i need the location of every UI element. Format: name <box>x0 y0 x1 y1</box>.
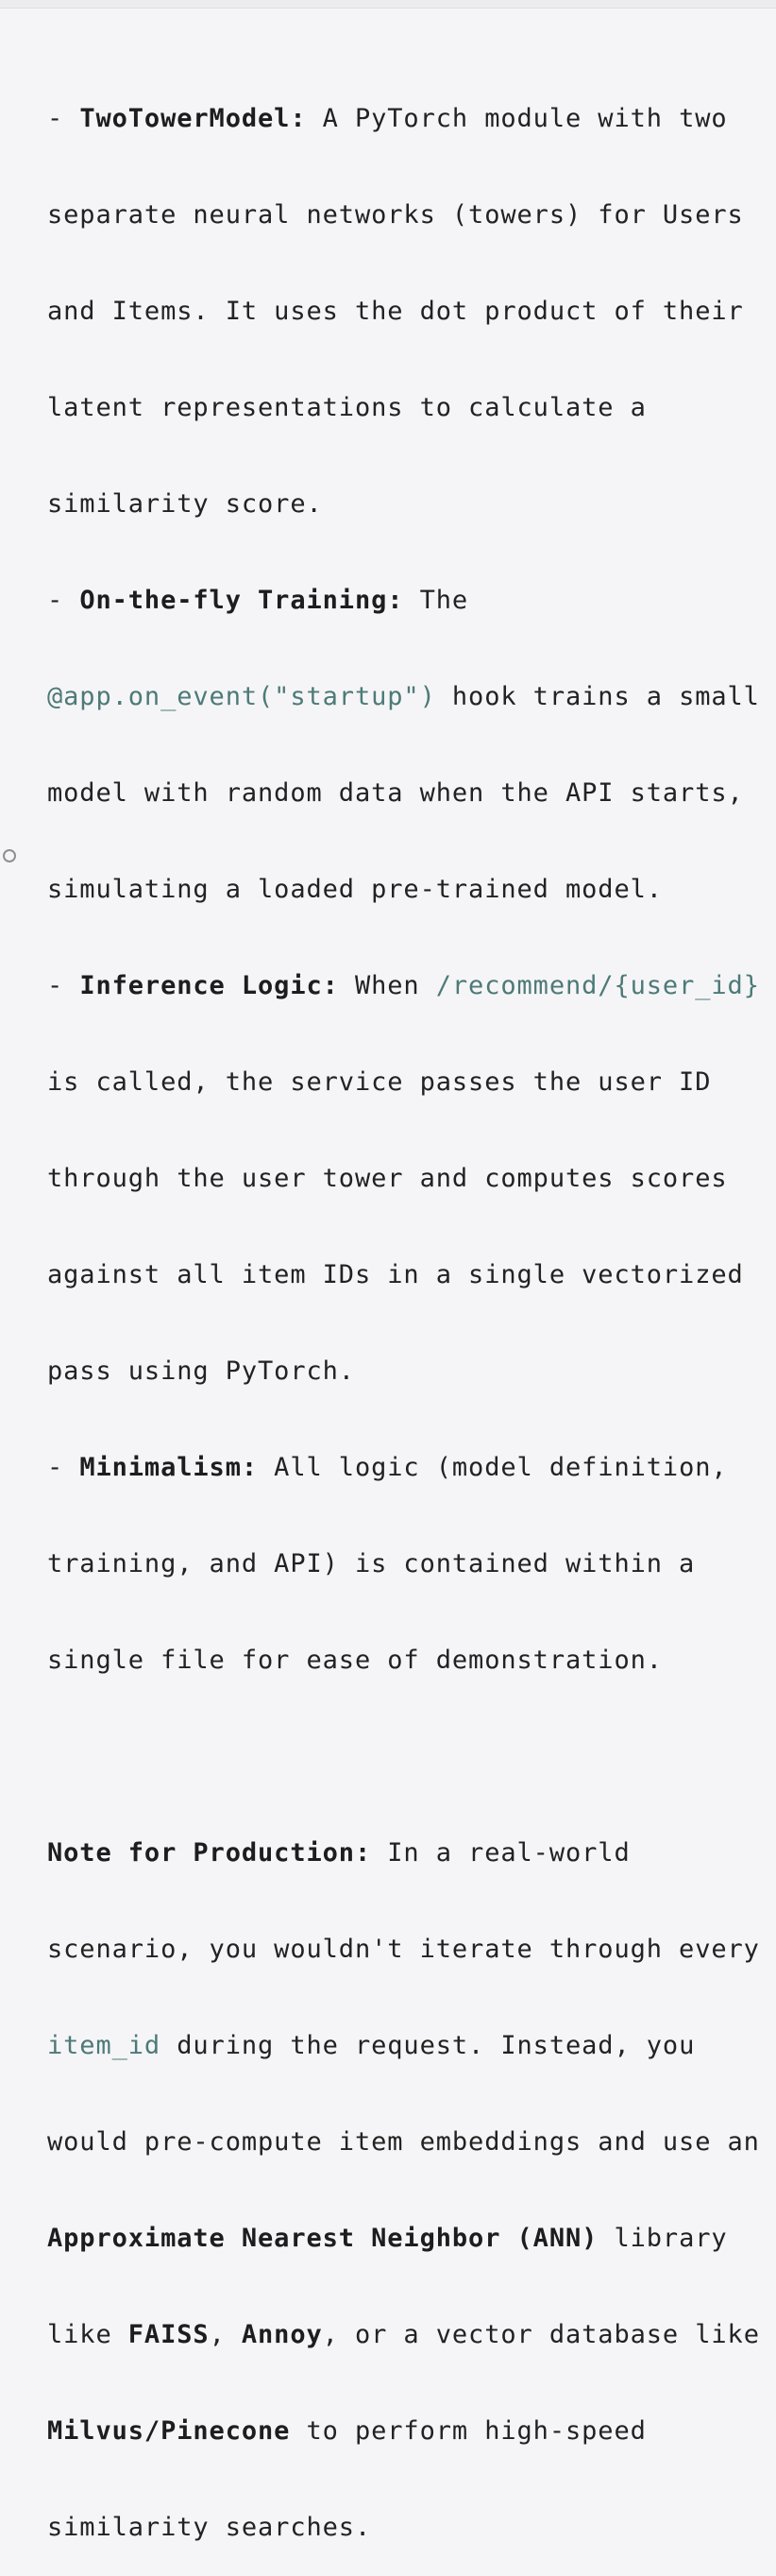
text-line <box>47 1837 765 1869</box>
text-line <box>47 1934 765 1966</box>
text-span: would pre-compute item embeddings and use an <box>47 2127 760 2157</box>
text-line <box>47 777 765 810</box>
text-line <box>47 1163 765 1195</box>
text-span: against all item IDs in a single vectorized <box>47 1260 744 1289</box>
text-line <box>47 392 765 424</box>
text-span: , or a vector database like <box>322 2320 760 2349</box>
inline-code: item_id <box>47 2031 161 2060</box>
top-edge <box>0 0 776 9</box>
text-line <box>47 1645 765 1677</box>
text-span: through the user tower and computes scores <box>47 1164 728 1193</box>
bold-term: Milvus/Pinecone <box>47 2416 291 2446</box>
inline-code: /recommend/{user_id} <box>435 971 760 1000</box>
text-span: , <box>209 2320 242 2349</box>
text-line <box>47 874 765 906</box>
text-line <box>47 2223 765 2255</box>
text-span: model with random data when the API starts, <box>47 778 744 808</box>
text-span: simulating a loaded pre-trained model. <box>47 875 663 904</box>
bold-term: Approximate Nearest Neighbor (ANN) <box>47 2224 599 2253</box>
text-span: pass using PyTorch. <box>47 1356 355 1386</box>
text-span: similarity searches. <box>47 2513 372 2542</box>
text-span: like <box>47 2320 128 2349</box>
text-span: separate neural networks (towers) for Users <box>47 200 744 230</box>
text-span: latent representations to calculate a <box>47 393 647 422</box>
dash: - <box>47 971 80 1000</box>
text-line <box>47 1259 765 1291</box>
text-line <box>47 2415 765 2448</box>
text-span: to perform high-speed <box>290 2416 647 2446</box>
text-span: during the request. Instead, you <box>160 2031 696 2060</box>
text-span: When <box>338 971 436 1000</box>
blank-line <box>47 1741 765 1773</box>
text-span: In a real-world <box>371 1838 631 1868</box>
text-span: similarity score. <box>47 489 323 519</box>
text-span: training, and API) is contained within a <box>47 1549 696 1578</box>
dash: - <box>47 1453 80 1482</box>
dash: - <box>47 104 80 133</box>
text-line <box>47 2030 765 2062</box>
text-line <box>47 1356 765 1388</box>
text-span: library <box>598 2224 728 2253</box>
text-line <box>47 296 765 328</box>
dash: - <box>47 586 80 615</box>
text-line <box>47 2512 765 2544</box>
text-line <box>47 970 765 1002</box>
text-line <box>47 199 765 231</box>
inline-code: @app.on_event("startup") <box>47 682 436 711</box>
bold-term: FAISS <box>127 2320 210 2349</box>
text-line <box>47 1548 765 1580</box>
text-span: and Items. It uses the dot product of their <box>47 297 744 326</box>
bold-term: Inference Logic: <box>79 971 339 1000</box>
bold-term: Note for Production: <box>47 1838 372 1868</box>
text-line <box>47 488 765 520</box>
bold-term: Minimalism: <box>79 1453 259 1482</box>
text-span: All logic (model definition, <box>258 1453 728 1482</box>
text-line <box>47 2126 765 2158</box>
text-span: A PyTorch module with two <box>306 104 728 133</box>
text-span: hook trains a small <box>435 682 760 711</box>
text-span: is called, the service passes the user ID <box>47 1067 712 1097</box>
bold-term: On-the-fly Training: <box>79 586 404 615</box>
text-line <box>47 103 765 135</box>
bold-term: Annoy <box>241 2320 323 2349</box>
text-line <box>47 681 765 713</box>
text-span: single file for ease of demonstration. <box>47 1646 663 1675</box>
text-line <box>47 585 765 617</box>
text-line <box>47 2319 765 2351</box>
text-line <box>47 1066 765 1099</box>
response-text <box>47 39 765 2576</box>
text-span: scenario, you wouldn't iterate through every <box>47 1935 760 1964</box>
circle-outline-icon <box>3 849 16 862</box>
bold-term: TwoTowerModel: <box>79 104 307 133</box>
text-span: The <box>403 586 469 615</box>
text-line <box>47 1452 765 1484</box>
